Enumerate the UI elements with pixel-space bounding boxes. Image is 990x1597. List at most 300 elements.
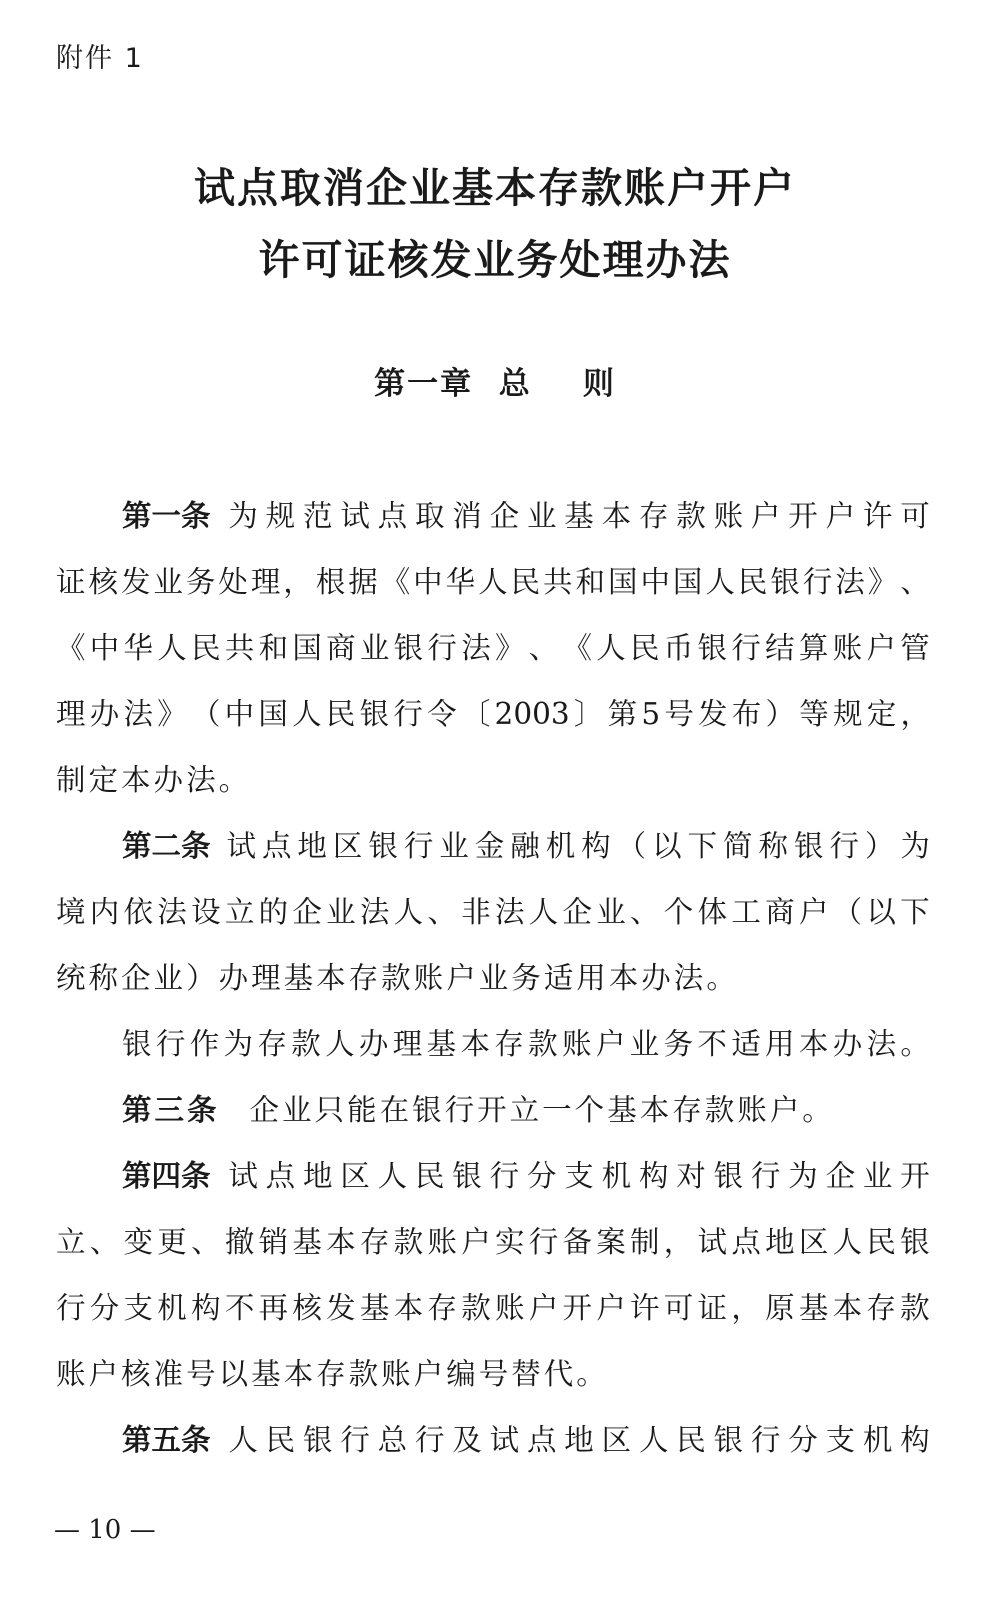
body-text-glyph: 行 — [414, 1423, 445, 1457]
body-text-glyph: 地 — [297, 829, 327, 863]
body-text-glyph: 作 — [189, 1027, 220, 1061]
body-text-glyph: 为 — [900, 829, 930, 863]
body-text-glyph: 商 — [326, 631, 356, 665]
body-text-glyph: 人 — [377, 1159, 408, 1193]
body-line — [56, 1011, 930, 1077]
body-text-glyph: 业 — [478, 961, 512, 995]
body-line — [56, 483, 930, 549]
body-text-glyph: 务 — [663, 1027, 694, 1061]
body-text-glyph: 办 — [153, 763, 187, 797]
body-text-glyph: 的 — [258, 895, 289, 929]
body-text-glyph: 为 — [788, 1159, 818, 1193]
body-text-glyph: 个 — [663, 895, 694, 929]
body-text-glyph: 存 — [494, 1027, 524, 1061]
body-line — [56, 1407, 930, 1473]
body-text-glyph: 户 — [88, 1357, 122, 1391]
body-text-glyph: 原 — [765, 1291, 795, 1325]
body-text-glyph: 总 — [377, 1423, 408, 1457]
body-text-glyph: ， — [731, 1291, 761, 1325]
body-line — [56, 1275, 930, 1341]
body-text-glyph: 业 — [282, 1093, 315, 1127]
body-text-glyph: 业 — [359, 631, 390, 665]
body-text-glyph: 存 — [348, 961, 382, 995]
body-text-glyph: 2003 — [494, 697, 570, 731]
body-text-glyph: 编 — [446, 1357, 479, 1391]
body-text-glyph: 人 — [832, 1225, 863, 1259]
body-text-glyph: 企 — [121, 961, 154, 995]
body-text-glyph: 基 — [564, 499, 594, 533]
body-text-glyph: 理 — [251, 961, 284, 995]
body-text-glyph: 号 — [478, 1357, 512, 1391]
body-text-glyph: 依 — [123, 895, 154, 929]
body-text-glyph: 理 — [56, 697, 86, 731]
body-text-glyph: 企 — [825, 1159, 856, 1193]
body-text-glyph: 户 — [825, 499, 856, 533]
body-text-glyph: 令 — [427, 697, 457, 731]
body-text-glyph: 以 — [866, 895, 896, 929]
body-text-glyph: 业 — [153, 565, 183, 599]
body-text-glyph: 消 — [452, 499, 482, 533]
body-text-glyph: 民 — [866, 1225, 896, 1259]
body-text-glyph: 非 — [461, 895, 491, 929]
body-text-glyph: 民 — [630, 631, 660, 665]
body-text-glyph: 民 — [414, 1159, 445, 1193]
body-text-glyph: 存 — [257, 1027, 287, 1061]
body-text-glyph: 规 — [832, 697, 863, 731]
body-text-glyph: 。 — [576, 1357, 609, 1391]
body-text-glyph: 款 — [900, 1291, 930, 1325]
body-text-glyph: 、 — [191, 1225, 221, 1259]
body-text-glyph: 根 — [315, 565, 346, 599]
body-text-glyph: 对 — [676, 1159, 706, 1193]
body-text-glyph: 取 — [414, 499, 445, 533]
body-line — [56, 549, 930, 615]
body-text-glyph: 账 — [561, 1027, 592, 1061]
body-text-glyph: 设 — [191, 895, 221, 929]
body-text-glyph: 账 — [494, 1291, 525, 1325]
body-text-glyph: 一 — [542, 1093, 575, 1127]
body-text-glyph: 民 — [325, 697, 356, 731]
body-text-glyph: 业 — [326, 895, 356, 929]
body-text-glyph: 人 — [157, 631, 187, 665]
body-text-glyph: 银 — [412, 1093, 445, 1127]
body-text-glyph: 务 — [511, 961, 544, 995]
body-text-glyph: 行 — [750, 1159, 781, 1193]
body-text-glyph: 地 — [302, 1159, 333, 1193]
body-text-glyph: 银 — [713, 1423, 744, 1457]
body-text-glyph: 、 — [427, 895, 457, 929]
body-text-glyph: 业 — [439, 829, 469, 863]
body-text-glyph: 5 — [641, 697, 661, 731]
body-text-glyph: 行 — [340, 1423, 370, 1457]
body-text-glyph: 区 — [601, 1423, 632, 1457]
body-text-glyph: 行 — [444, 1093, 478, 1127]
body-text-glyph: 人 — [596, 631, 626, 665]
body-text-glyph: 不 — [224, 1291, 255, 1325]
body-text-glyph: 法 — [157, 895, 187, 929]
article-number: 第一条 — [122, 499, 211, 533]
body-text-glyph: 用 — [576, 961, 609, 995]
body-text-glyph: 户 — [461, 1225, 491, 1259]
body-text-glyph: 本 — [460, 1027, 490, 1061]
body-text-glyph: 〔 — [460, 697, 491, 731]
body-text-glyph: 人 — [528, 895, 559, 929]
body-text-glyph: 机 — [862, 1423, 893, 1457]
body-text-glyph: 银 — [770, 565, 800, 599]
body-text-glyph: 分 — [89, 1291, 120, 1325]
body-text-glyph: 》 — [157, 697, 187, 731]
body-text-glyph: 企 — [562, 895, 592, 929]
body-text-glyph: 本 — [393, 1291, 424, 1325]
body-text-glyph: 理 — [250, 565, 281, 599]
body-text-glyph: 内 — [89, 895, 120, 929]
body-text-glyph: 和 — [258, 631, 289, 665]
body-line — [56, 813, 930, 879]
body-text-glyph: 业 — [596, 895, 626, 929]
body-text-glyph: 许 — [630, 1291, 660, 1325]
body-text-glyph: 地 — [765, 1225, 795, 1259]
body-text-glyph: 算 — [798, 631, 829, 665]
body-text-glyph: 为 — [228, 499, 258, 533]
body-text-glyph: 行 — [56, 1291, 86, 1325]
body-text-glyph: 人 — [638, 1423, 669, 1457]
body-text-glyph: 为 — [223, 1027, 254, 1061]
body-text-glyph: 国 — [672, 565, 703, 599]
body-text-glyph: 在 — [379, 1093, 413, 1127]
chapter-heading: 第一章 总 则 — [374, 366, 616, 402]
body-text-glyph: 下 — [900, 895, 930, 929]
body-text-glyph: 境 — [56, 895, 86, 929]
body-text-glyph: 。 — [900, 1027, 930, 1061]
body-text-glyph: 银 — [713, 1159, 744, 1193]
body-text-glyph: 号 — [186, 1357, 219, 1391]
body-text-glyph: 体 — [697, 895, 728, 929]
body-text-glyph: 国 — [258, 697, 288, 731]
body-text-glyph: 行 — [393, 697, 423, 731]
body-text-glyph: 发 — [326, 1291, 356, 1325]
body-text-glyph: 及 — [452, 1423, 482, 1457]
body-text-glyph: 再 — [258, 1291, 289, 1325]
body-text-glyph: 开 — [562, 1291, 592, 1325]
body-text-glyph: 证 — [56, 565, 86, 599]
body-text-glyph: 户 — [798, 895, 829, 929]
body-text-glyph: 民 — [191, 631, 221, 665]
body-text-glyph: 中 — [640, 565, 670, 599]
body-text-glyph: 融 — [510, 829, 540, 863]
body-text-glyph: ， — [900, 697, 930, 731]
body-text-glyph: 试 — [489, 1423, 520, 1457]
body-text-glyph: 款 — [393, 1225, 424, 1259]
article-number: 第五条 — [122, 1423, 211, 1457]
body-text-glyph: 业 — [153, 961, 187, 995]
body-line — [56, 1143, 930, 1209]
body-text-glyph: 号 — [664, 697, 694, 731]
body-text-glyph: 简 — [723, 829, 753, 863]
body-text-glyph: 撤 — [224, 1225, 255, 1259]
body-line — [56, 747, 930, 813]
body-text-glyph: 销 — [258, 1225, 289, 1259]
body-line — [56, 1077, 930, 1143]
body-text-glyph: 点 — [261, 829, 292, 863]
body-text-glyph: 立 — [56, 1225, 86, 1259]
body-text-glyph: 办 — [218, 961, 252, 995]
body-text-glyph: 准 — [153, 1357, 187, 1391]
body-text-glyph: 办 — [832, 1027, 863, 1061]
body-text-glyph: 基 — [292, 1225, 322, 1259]
body-line — [56, 681, 930, 747]
body-text-glyph: 代 — [543, 1357, 577, 1391]
body-text-glyph: 民 — [737, 565, 768, 599]
body-text-glyph: 称 — [88, 961, 122, 995]
body-text-glyph: 本 — [608, 961, 642, 995]
article-number: 第二条 — [122, 829, 211, 863]
body-text-glyph: 行 — [427, 631, 457, 665]
body-text-glyph: ， — [283, 565, 313, 599]
body-text-glyph: 银 — [900, 1225, 930, 1259]
body-text-glyph: 本 — [316, 961, 349, 995]
body-text-glyph: 业 — [629, 1027, 660, 1061]
body-text-glyph: 办 — [358, 1027, 389, 1061]
body-text-glyph: 业 — [862, 1159, 893, 1193]
body-text-glyph: 更 — [157, 1225, 187, 1259]
body-text-glyph: 基 — [426, 1027, 457, 1061]
body-text-glyph: 适 — [543, 961, 577, 995]
body-text-glyph: 、 — [900, 565, 930, 599]
body-text-glyph: 案 — [596, 1225, 626, 1259]
body-text-glyph: 共 — [543, 565, 573, 599]
body-line — [56, 879, 930, 945]
body-text-glyph: 账 — [737, 1093, 770, 1127]
body-text-glyph: 管 — [900, 631, 930, 665]
body-text-glyph: 证 — [697, 1291, 728, 1325]
body-text-glyph: 民 — [510, 565, 541, 599]
body-text-glyph: 基 — [798, 1291, 829, 1325]
body-text-glyph: 。 — [706, 961, 739, 995]
body-text-glyph: 本 — [601, 499, 632, 533]
body-text-glyph: 存 — [866, 1291, 896, 1325]
body-text-glyph: 。 — [802, 1093, 835, 1127]
body-text-glyph: 处 — [218, 565, 248, 599]
body-text-glyph: 行 — [829, 829, 859, 863]
body-text-glyph: 银 — [302, 1423, 333, 1457]
body-text-glyph: 行 — [155, 1027, 186, 1061]
body-text-glyph: 行 — [528, 1225, 559, 1259]
body-text-glyph: 法 — [494, 895, 525, 929]
body-text-glyph: 国 — [607, 565, 638, 599]
body-text-glyph: 银 — [122, 1027, 152, 1061]
body-text-glyph: 中 — [224, 697, 255, 731]
body-text-glyph: 款 — [381, 961, 414, 995]
article-number: 第四条 — [122, 1159, 211, 1193]
body-text-glyph: 人 — [393, 895, 424, 929]
body-text-glyph: 立 — [224, 895, 255, 929]
body-text-glyph: 存 — [427, 1291, 457, 1325]
body-text-glyph: 据 — [348, 565, 378, 599]
body-text-glyph: 法 — [835, 565, 865, 599]
body-text-glyph: 、 — [89, 1225, 120, 1259]
body-text-glyph: 实 — [494, 1225, 525, 1259]
body-text-glyph: 下 — [687, 829, 718, 863]
body-text-glyph: 结 — [765, 631, 795, 665]
body-text-glyph: ） — [765, 697, 796, 731]
page-number: — 10 — — [54, 1515, 156, 1545]
body-text-glyph: 构 — [638, 1159, 669, 1193]
body-text-glyph: ） — [186, 961, 219, 995]
body-text-glyph: 国 — [292, 631, 322, 665]
body-text-glyph: 本 — [798, 1027, 829, 1061]
body-text-glyph: 存 — [359, 1225, 390, 1259]
body-text-glyph: 存 — [316, 1357, 349, 1391]
body-text-glyph: 试 — [697, 1225, 728, 1259]
body-text-glyph: 许 — [862, 499, 893, 533]
body-text-glyph: 点 — [526, 1423, 557, 1457]
body-text-glyph: 个 — [574, 1093, 608, 1127]
body-text-glyph: 核 — [88, 565, 118, 599]
body-text-glyph: 行 — [403, 829, 434, 863]
body-text-glyph: 基 — [251, 1357, 284, 1391]
body-text-glyph: 理 — [392, 1027, 423, 1061]
body-text-glyph: 〕 — [573, 697, 604, 731]
body-text-glyph: ） — [864, 829, 895, 863]
body-text-glyph: 银 — [393, 631, 424, 665]
body-text-glyph: 和 — [575, 565, 606, 599]
body-text-glyph: 、 — [630, 895, 660, 929]
body-text-glyph: 变 — [123, 1225, 154, 1259]
body-text-glyph: 账 — [56, 1357, 89, 1391]
body-text-glyph: 只 — [314, 1093, 348, 1127]
body-text-glyph: 支 — [123, 1291, 154, 1325]
body-text-glyph: 币 — [663, 631, 694, 665]
body-text-glyph: 支 — [564, 1159, 594, 1193]
body-text-glyph: ， — [663, 1225, 694, 1259]
body-text-glyph: 以 — [652, 829, 682, 863]
body-text-glyph: 核 — [292, 1291, 322, 1325]
body-text-glyph: 户 — [528, 1291, 559, 1325]
body-text-glyph: 人 — [325, 1027, 355, 1061]
body-text-glyph: 存 — [672, 1093, 705, 1127]
body-text-glyph: 办 — [89, 697, 120, 731]
body-text-glyph: 户 — [413, 1357, 447, 1391]
body-text-glyph: 试 — [226, 829, 256, 863]
body-text-glyph: 》 — [494, 631, 525, 665]
body-text-glyph: 、 — [528, 631, 559, 665]
body-text-glyph: 《 — [380, 565, 411, 599]
body-text-glyph: 户 — [769, 1093, 803, 1127]
body-text-glyph: 行 — [802, 565, 833, 599]
body-text-glyph: 不 — [697, 1027, 727, 1061]
body-text-glyph: 本 — [639, 1093, 673, 1127]
body-line — [56, 1341, 930, 1407]
body-text-glyph: 规 — [265, 499, 296, 533]
body-text-glyph: 银 — [452, 1159, 482, 1193]
body-text-glyph: 统 — [56, 961, 89, 995]
body-text-glyph: 本 — [283, 1357, 317, 1391]
body-text-glyph: 等 — [799, 697, 829, 731]
body-text-glyph: 企 — [489, 499, 520, 533]
body-text-glyph: 民 — [265, 1423, 296, 1457]
body-text-glyph: 立 — [509, 1093, 543, 1127]
body-text-glyph: 工 — [731, 895, 761, 929]
body-text-glyph: 区 — [332, 829, 363, 863]
body-text-glyph: 户 — [446, 961, 479, 995]
body-text-glyph: 存 — [638, 499, 669, 533]
body-text-glyph: 》 — [867, 565, 898, 599]
body-text-glyph: 中 — [413, 565, 443, 599]
body-text-glyph: 法 — [123, 697, 153, 731]
body-text-glyph: 业 — [526, 499, 557, 533]
body-text-glyph: 办 — [641, 961, 674, 995]
body-text-glyph: （ — [832, 895, 863, 929]
body-text-glyph: 人 — [228, 1423, 258, 1457]
body-text-glyph: 机 — [545, 829, 576, 863]
body-text-glyph: 发 — [698, 697, 728, 731]
body-text-glyph: 行 — [731, 631, 761, 665]
body-text-glyph: 行 — [750, 1423, 781, 1457]
body-text-glyph: 户 — [750, 499, 781, 533]
body-text-glyph: 款 — [348, 1357, 382, 1391]
body-text-glyph: 款 — [291, 1027, 321, 1061]
body-text-glyph: 银 — [359, 697, 390, 731]
body-text-glyph: 企 — [249, 1093, 283, 1127]
body-line — [56, 1209, 930, 1275]
body-text-glyph: 企 — [292, 895, 322, 929]
body-text-glyph: 区 — [798, 1225, 829, 1259]
body-text-glyph: 发 — [120, 565, 151, 599]
body-text-glyph: 可 — [663, 1291, 694, 1325]
body-text-glyph: 范 — [302, 499, 333, 533]
body-text-glyph: （ — [190, 697, 221, 731]
body-text-glyph: 第 — [607, 697, 638, 731]
body-text-glyph: 开 — [900, 1159, 930, 1193]
body-text-glyph: 户 — [866, 631, 896, 665]
body-text-glyph: 用 — [765, 1027, 795, 1061]
body-text-glyph: 中 — [89, 631, 120, 665]
body-text-glyph: 华 — [445, 565, 476, 599]
body-line — [56, 945, 930, 1011]
body-text-glyph: 基 — [359, 1291, 390, 1325]
body-line — [56, 615, 930, 681]
body-text-glyph: 华 — [123, 631, 154, 665]
body-text-glyph: 开 — [788, 499, 818, 533]
body-text-glyph: 点 — [731, 1225, 761, 1259]
body-text-glyph: 能 — [347, 1093, 380, 1127]
body-text-glyph: 机 — [601, 1159, 632, 1193]
body-text-glyph: 区 — [340, 1159, 370, 1193]
body-text-glyph: 构 — [900, 1423, 930, 1457]
body-text-glyph: 账 — [713, 499, 744, 533]
body-text-glyph: 布 — [731, 697, 762, 731]
body-text-glyph: 定 — [88, 763, 122, 797]
body-text-glyph: 开 — [477, 1093, 510, 1127]
body-text-glyph: 账 — [427, 1225, 457, 1259]
body-text-glyph: 称 — [758, 829, 789, 863]
body-text-glyph: 《 — [56, 631, 86, 665]
body-text-glyph: 机 — [157, 1291, 187, 1325]
body-text-glyph: 款 — [704, 1093, 738, 1127]
body-text-glyph: 人 — [478, 565, 508, 599]
body-text-glyph: 本 — [121, 763, 154, 797]
body-text-glyph: 制 — [630, 1225, 660, 1259]
body-text-glyph: 务 — [185, 565, 216, 599]
body-text-glyph: 适 — [731, 1027, 761, 1061]
body-text-glyph: 备 — [562, 1225, 592, 1259]
body-text-glyph: （ — [616, 829, 647, 863]
body-text-glyph: 款 — [528, 1027, 558, 1061]
body-text-glyph: 试 — [228, 1159, 258, 1193]
body-text-glyph: 法 — [359, 895, 390, 929]
body-text-glyph: 基 — [607, 1093, 640, 1127]
body-text-glyph: 分 — [788, 1423, 818, 1457]
